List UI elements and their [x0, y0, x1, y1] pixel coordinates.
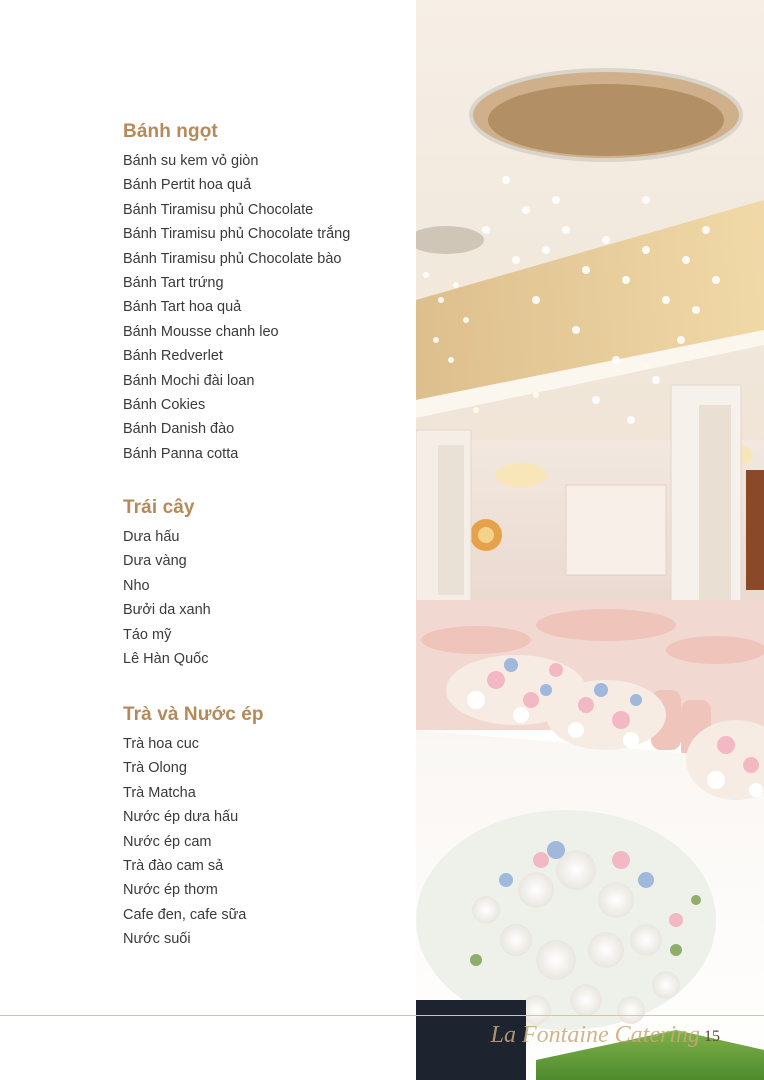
page-number: 15 [704, 1028, 720, 1045]
list-item: Bánh Tiramisu phủ Chocolate [123, 201, 314, 218]
list-item: Bưởi da xanh [123, 602, 211, 619]
list-item: Bánh Panna cotta [123, 445, 239, 462]
list-item: Bánh Mousse chanh leo [123, 323, 279, 340]
banquet-hall-photo [416, 0, 764, 1080]
item-list [123, 525, 211, 671]
list-item: Trà hoa cuc [123, 736, 200, 752]
list-item: Cafe đen, cafe sữa [123, 906, 247, 923]
list-item: Trà đào cam sả [123, 858, 224, 875]
section-title: Trái cây [123, 497, 195, 518]
list-item: Bánh Danish đào [123, 421, 235, 438]
section-tra-nuoc-ep [123, 704, 264, 952]
list-item: Trà Olong [123, 760, 187, 777]
list-item: Nước ép dưa hấu [123, 809, 239, 826]
list-item: Lê Hàn Quốc [123, 651, 209, 668]
list-item: Bánh Tart hoa quả [123, 299, 242, 316]
item-list [123, 732, 264, 952]
list-item: Bánh Tiramisu phủ Chocolate bào [123, 250, 342, 267]
list-item: Bánh Tart trứng [123, 275, 224, 292]
list-item: Táo mỹ [123, 626, 172, 643]
list-item: Bánh Redverlet [123, 348, 223, 365]
list-item: Bánh su kem vỏ giòn [123, 153, 259, 169]
footer-divider [0, 1015, 764, 1016]
section-trai-cay [123, 497, 211, 671]
list-item: Nho [123, 577, 150, 594]
list-item: Nước ép thơm [123, 882, 218, 899]
list-item: Dưa hấu [123, 529, 180, 545]
list-item: Nước ép cam [123, 833, 212, 850]
list-item: Bánh Pertit hoa quả [123, 177, 252, 194]
list-item: Dưa vàng [123, 553, 187, 570]
list-item: Bánh Tiramisu phủ Chocolate trắng [123, 226, 351, 243]
item-list [123, 149, 350, 466]
list-item: Bánh Mochi đài loan [123, 372, 255, 389]
section-title: Trà và Nước ép [123, 704, 264, 725]
section-banh-ngot [123, 121, 350, 466]
section-title: Bánh ngọt [123, 121, 218, 142]
list-item: Trà Matcha [123, 784, 196, 801]
brand-watermark: La Fontaine Catering [490, 1022, 700, 1048]
list-item: Bánh Cokies [123, 397, 206, 414]
list-item: Nước suối [123, 931, 191, 948]
